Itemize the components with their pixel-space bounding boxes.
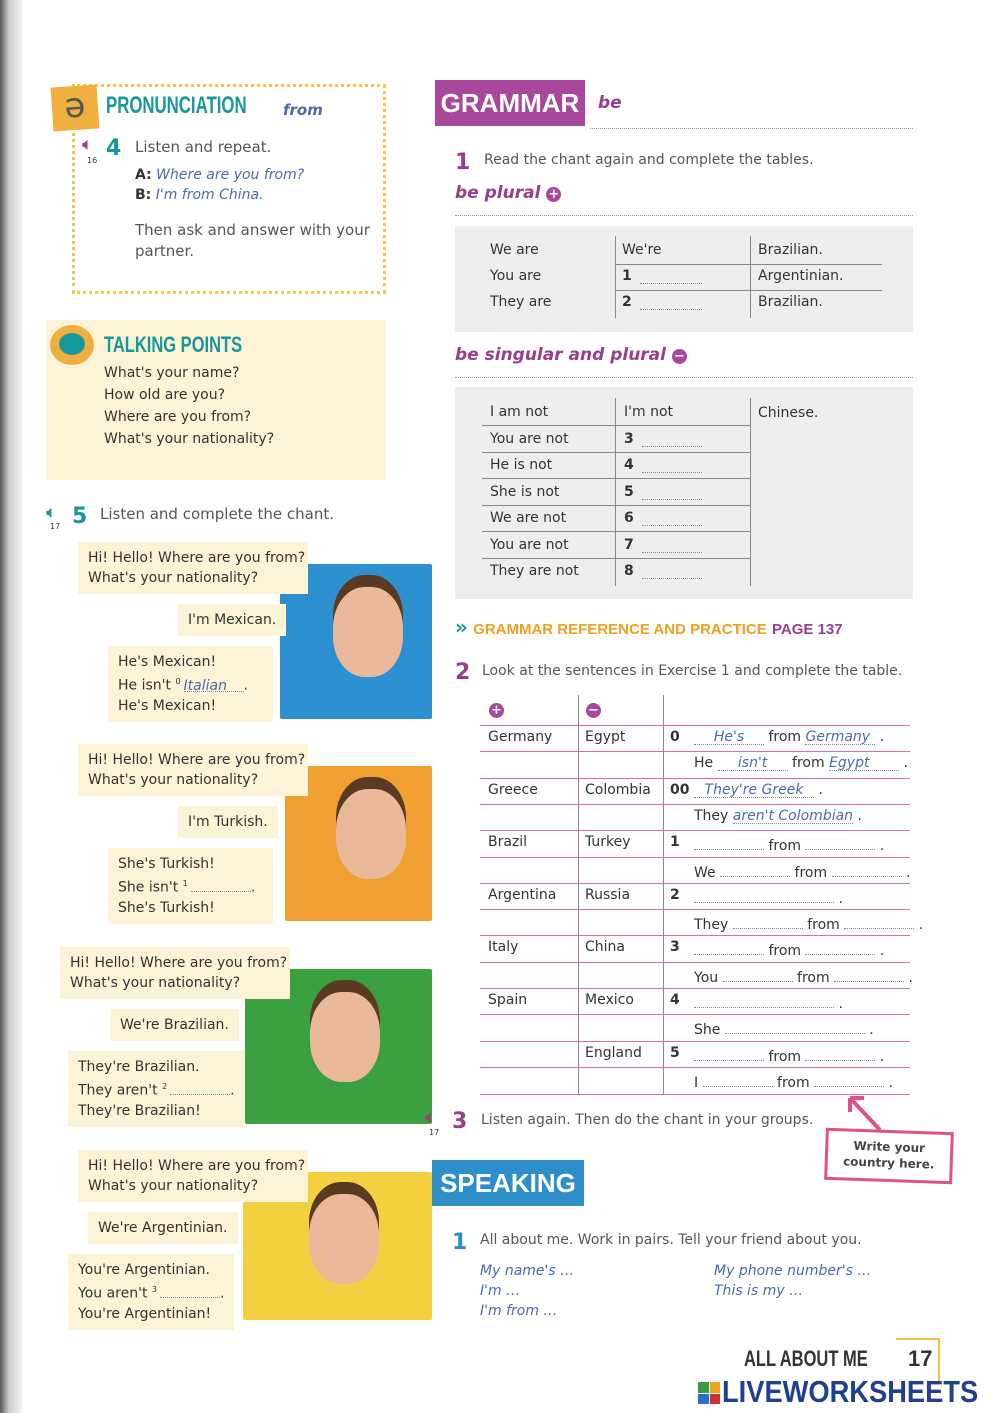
divider <box>590 128 913 129</box>
answer-blank[interactable] <box>694 887 834 903</box>
pronunciation-word: from <box>283 101 323 119</box>
divider <box>455 215 913 216</box>
brand-watermark: LIVEWORKSHEETS <box>722 1374 979 1409</box>
negative-country: England <box>585 1044 642 1061</box>
response-line: They're Brazilian. <box>78 1059 200 1075</box>
answer-blank[interactable] <box>733 913 803 929</box>
audio-icon[interactable]: 🔈︎ <box>46 502 57 523</box>
answer-blank[interactable] <box>642 457 702 473</box>
sentence: from . <box>694 834 884 854</box>
talking-point: Where are you from? <box>104 409 252 425</box>
question-line: What's your nationality? <box>70 975 241 991</box>
nationality-cell: Brazilian. <box>758 242 823 258</box>
answer-bubble: I'm Mexican. <box>178 604 286 636</box>
sentence: She . <box>694 1018 874 1038</box>
speaker-a: A: <box>135 167 152 183</box>
pronunciation-title: PRONUNCIATION <box>106 92 247 119</box>
sentence: We from . <box>694 861 910 881</box>
subject-cell: You are not <box>490 430 569 447</box>
row-divider <box>480 1014 910 1015</box>
reference-page: PAGE 137 <box>772 621 843 638</box>
negative-country: Egypt <box>585 729 626 745</box>
face-image <box>336 789 406 879</box>
response-bubble <box>108 646 273 722</box>
blank-number: 6 <box>624 510 634 526</box>
column-divider <box>615 236 616 318</box>
row-divider <box>482 558 750 559</box>
exercise-number: 5 <box>72 504 88 529</box>
response-line: He's Mexican! <box>118 654 217 670</box>
answer-blank[interactable] <box>844 913 914 929</box>
item-number: 2 <box>670 886 680 903</box>
question-line: Hi! Hello! Where are you from? <box>88 550 306 566</box>
grammar-reference-link[interactable] <box>455 615 843 639</box>
row-divider <box>615 264 882 265</box>
answer-blank[interactable] <box>642 537 702 553</box>
sentence: They aren't Colombian . <box>694 807 862 824</box>
question-line: Hi! Hello! Where are you from? <box>70 955 288 971</box>
instruction: Listen and repeat. <box>135 138 272 156</box>
face-image <box>309 1194 379 1284</box>
subject-cell: You are not <box>490 536 569 553</box>
answer-bubble: We're Brazilian. <box>110 1009 239 1041</box>
sentence: They from . <box>694 913 923 933</box>
grammar-topic: be <box>598 93 622 113</box>
answer-bubble: We're Argentinian. <box>88 1212 238 1244</box>
instruction: Listen again. Then do the chant in your groups. <box>481 1112 814 1128</box>
question-bubble <box>78 1150 308 1202</box>
sentence: They're Greek . <box>694 782 823 798</box>
response-bubble <box>68 1051 245 1127</box>
negative-country: Mexico <box>585 992 634 1008</box>
heading-text: be plural <box>455 183 541 203</box>
exercise-number: 4 <box>106 136 122 161</box>
question-line: What's your nationality? <box>88 570 259 586</box>
sentence: I from . <box>694 1071 893 1091</box>
answer-blank[interactable] <box>805 939 875 955</box>
row-divider <box>480 988 910 989</box>
response-line: You're Argentinian. <box>78 1262 210 1278</box>
talking-point: How old are you? <box>104 387 226 403</box>
positive-country: Brazil <box>488 834 528 851</box>
row-divider <box>482 505 750 506</box>
blank-number: 4 <box>624 457 634 473</box>
response-bubble <box>68 1254 234 1330</box>
item-number: 3 <box>670 939 680 956</box>
answer-blank[interactable] <box>642 563 702 579</box>
note-box: Write your country here. <box>824 1128 954 1184</box>
face-image <box>310 992 380 1082</box>
plural-heading <box>455 183 561 203</box>
answer-blank[interactable] <box>814 1071 884 1087</box>
prompt: I'm … <box>480 1283 521 1299</box>
blank-number: 7 <box>624 536 634 553</box>
subject-cell: They are not <box>490 563 579 579</box>
item-number: 00 <box>670 781 690 798</box>
talking-point: What's your nationality? <box>104 431 275 447</box>
answer-blank[interactable] <box>834 966 904 982</box>
item-number: 1 <box>670 834 680 851</box>
row-divider <box>480 857 910 858</box>
response-line: You're Argentinian! <box>78 1305 212 1322</box>
blank-number: 2 <box>622 294 632 310</box>
answer-blank[interactable]: They're Greek <box>694 782 814 798</box>
question-line: Hi! Hello! Where are you from? <box>88 752 306 768</box>
item-number: 5 <box>670 1044 680 1061</box>
blank-number: 3 <box>624 430 634 447</box>
talking-point: What's your name? <box>104 365 240 381</box>
row-divider <box>480 778 910 779</box>
line-b: I'm from China. <box>155 187 264 203</box>
minus-icon: − <box>672 349 687 364</box>
talking-points-title: TALKING POINTS <box>104 332 243 357</box>
row-divider <box>482 425 750 426</box>
row-divider <box>480 804 910 805</box>
answer-blank[interactable] <box>725 1018 865 1034</box>
row-divider <box>615 290 882 291</box>
question-bubble <box>78 744 308 796</box>
question-line: What's your nationality? <box>88 1178 259 1194</box>
speech-bubble-icon <box>50 325 94 365</box>
answer-blank[interactable] <box>805 1045 875 1061</box>
column-divider <box>663 695 664 1095</box>
row-divider <box>480 725 910 726</box>
row-divider <box>480 751 910 752</box>
answer-blank[interactable] <box>694 992 834 1008</box>
prompt: My name's … <box>480 1263 575 1279</box>
negative-country: Colombia <box>585 781 651 798</box>
followup-instruction: Then ask and answer with your partner. <box>135 221 370 260</box>
response-line: She's Turkish! <box>118 899 215 916</box>
question-bubble <box>60 947 290 999</box>
row-divider <box>480 830 910 831</box>
sentence: He's from Germany . <box>694 729 884 745</box>
answer-blank[interactable] <box>642 510 702 526</box>
line-a: Where are you from? <box>156 167 305 183</box>
row-divider <box>480 1041 910 1042</box>
divider <box>455 377 913 378</box>
sentence: from . <box>694 939 884 959</box>
response-line: They're Brazilian! <box>78 1102 201 1119</box>
answer-blank[interactable] <box>160 1282 220 1298</box>
heading-text: be singular and plural <box>455 345 666 365</box>
question-bubble <box>78 542 308 594</box>
plus-icon: + <box>489 703 504 718</box>
double-chevron-icon: » <box>455 615 468 639</box>
blank-number: 3 <box>151 1285 157 1294</box>
instruction: Look at the sentences in Exercise 1 and complete the table. <box>482 663 903 679</box>
track-number: 16 <box>87 156 98 165</box>
nationality-cell: Brazilian. <box>758 294 823 310</box>
answer-blank[interactable] <box>191 876 251 892</box>
negative-country: China <box>585 939 625 956</box>
blank-number: 8 <box>624 563 634 579</box>
liveworksheets-logo-icon <box>698 1382 720 1404</box>
subject-cell: They are <box>490 294 552 310</box>
response-bubble <box>108 848 273 924</box>
track-number: 17 <box>50 522 61 531</box>
response-line: They aren't $^2$ . <box>78 1077 235 1101</box>
grammar-banner: GRAMMAR <box>435 80 585 126</box>
unit-title: ALL ABOUT ME <box>744 1346 868 1371</box>
instruction: All about me. Work in pairs. Tell your friend about you. <box>480 1232 862 1248</box>
exercise-number: 1 <box>452 1230 468 1255</box>
response-line: You aren't $^3$ . <box>78 1280 224 1304</box>
column-divider <box>750 398 751 586</box>
answer-blank[interactable]: Egypt <box>829 755 899 771</box>
plus-icon: + <box>546 187 561 202</box>
subject-cell: He is not <box>490 457 553 473</box>
blank-number: 1 <box>622 268 632 284</box>
positive-country: Greece <box>488 781 538 798</box>
answer-blank[interactable] <box>642 484 702 500</box>
row-divider <box>480 909 910 910</box>
prompt: This is my … <box>714 1283 804 1299</box>
answer-blank[interactable] <box>642 431 702 447</box>
answer-blank[interactable] <box>720 861 790 877</box>
subject-cell: We are not <box>490 510 567 526</box>
audio-icon[interactable]: 🔈︎ <box>82 134 93 155</box>
positive-country: Argentina <box>488 886 557 903</box>
nationality-cell: Argentinian. <box>758 268 844 284</box>
answer-blank[interactable] <box>640 268 702 284</box>
answer-blank[interactable]: aren't Colombian <box>732 807 854 824</box>
answer-blank[interactable] <box>832 861 902 877</box>
answer-bubble: I'm Turkish. <box>178 806 278 838</box>
exercise-number: 2 <box>455 660 471 685</box>
answer-blank[interactable] <box>640 294 702 310</box>
row-divider <box>482 452 750 453</box>
contraction-cell: We're <box>622 242 662 258</box>
sentence: You from . <box>694 966 913 986</box>
answer-blank[interactable] <box>805 834 875 850</box>
exercise-number: 3 <box>452 1109 468 1134</box>
answer-blank[interactable] <box>170 1079 230 1095</box>
positive-country: Germany <box>488 729 553 745</box>
sentence: . <box>694 887 843 907</box>
row-divider <box>480 1067 910 1068</box>
answer-blank[interactable]: isn't <box>718 755 788 771</box>
subject-cell: She is not <box>490 483 560 500</box>
audio-icon[interactable]: 🔈︎ <box>425 1107 436 1128</box>
contraction-cell: I'm not <box>624 404 673 420</box>
answer-blank[interactable]: Germany <box>805 729 875 745</box>
prompt: My phone number's … <box>714 1263 872 1279</box>
reference-text: GRAMMAR REFERENCE AND PRACTICE <box>473 621 767 638</box>
speaker-b: B: <box>135 187 152 203</box>
negative-country: Turkey <box>585 834 631 851</box>
answer-blank[interactable] <box>694 1045 764 1061</box>
subject-cell: You are <box>490 268 542 284</box>
sentence: from . <box>694 1045 884 1065</box>
page-number: 17 <box>908 1346 933 1371</box>
positive-country: Italy <box>488 939 519 956</box>
schwa-icon: ə <box>51 84 100 131</box>
row-divider <box>480 935 910 936</box>
speaking-banner: SPEAKING <box>432 1160 584 1206</box>
answer-blank[interactable]: He's <box>694 729 764 745</box>
sentence: . <box>694 992 843 1012</box>
response-line: She isn't $^1$ . <box>118 874 263 898</box>
response-line: She's Turkish! <box>118 856 215 872</box>
answer-blank[interactable]: Italian <box>184 676 244 692</box>
row-divider <box>482 478 750 479</box>
negative-country: Russia <box>585 886 631 903</box>
singular-plural-heading <box>455 345 687 365</box>
row-divider <box>480 962 910 963</box>
item-number: 0 <box>670 729 680 745</box>
response-line: He isn't $^0$ Italian . <box>118 677 248 694</box>
answer-blank[interactable] <box>723 966 793 982</box>
prompt: I'm from … <box>480 1303 558 1319</box>
row-divider <box>480 883 910 884</box>
talking-points-list <box>104 362 274 450</box>
sentence: He isn't from Egypt . <box>694 755 908 772</box>
question-line: Hi! Hello! Where are you from? <box>88 1158 306 1174</box>
exercise-number: 1 <box>455 150 471 175</box>
item-number: 4 <box>670 992 680 1008</box>
nationality-cell: Chinese. <box>758 405 819 421</box>
answer-blank[interactable] <box>703 1071 773 1087</box>
subject-cell: I am not <box>490 404 549 420</box>
instruction: Read the chant again and complete the tables. <box>484 152 814 168</box>
positive-country: Spain <box>488 992 528 1008</box>
column-divider <box>578 695 579 1095</box>
row-divider <box>482 531 750 532</box>
question-line: What's your nationality? <box>88 772 259 788</box>
blank-number: 1 <box>182 879 188 888</box>
minus-icon: − <box>586 703 601 718</box>
face-image <box>333 587 403 677</box>
instruction: Listen and complete the chant. <box>100 505 335 523</box>
answer-blank[interactable] <box>694 939 764 955</box>
blank-number: 5 <box>624 483 634 500</box>
column-divider <box>615 398 616 586</box>
track-number: 17 <box>429 1128 440 1137</box>
blank-number: 0 <box>175 677 181 686</box>
response-line: He's Mexican! <box>118 697 217 714</box>
blank-number: 2 <box>162 1082 168 1091</box>
column-divider <box>750 236 751 318</box>
answer-blank[interactable] <box>694 834 764 850</box>
subject-cell: We are <box>490 242 539 258</box>
page-edge-shadow <box>0 0 22 1413</box>
